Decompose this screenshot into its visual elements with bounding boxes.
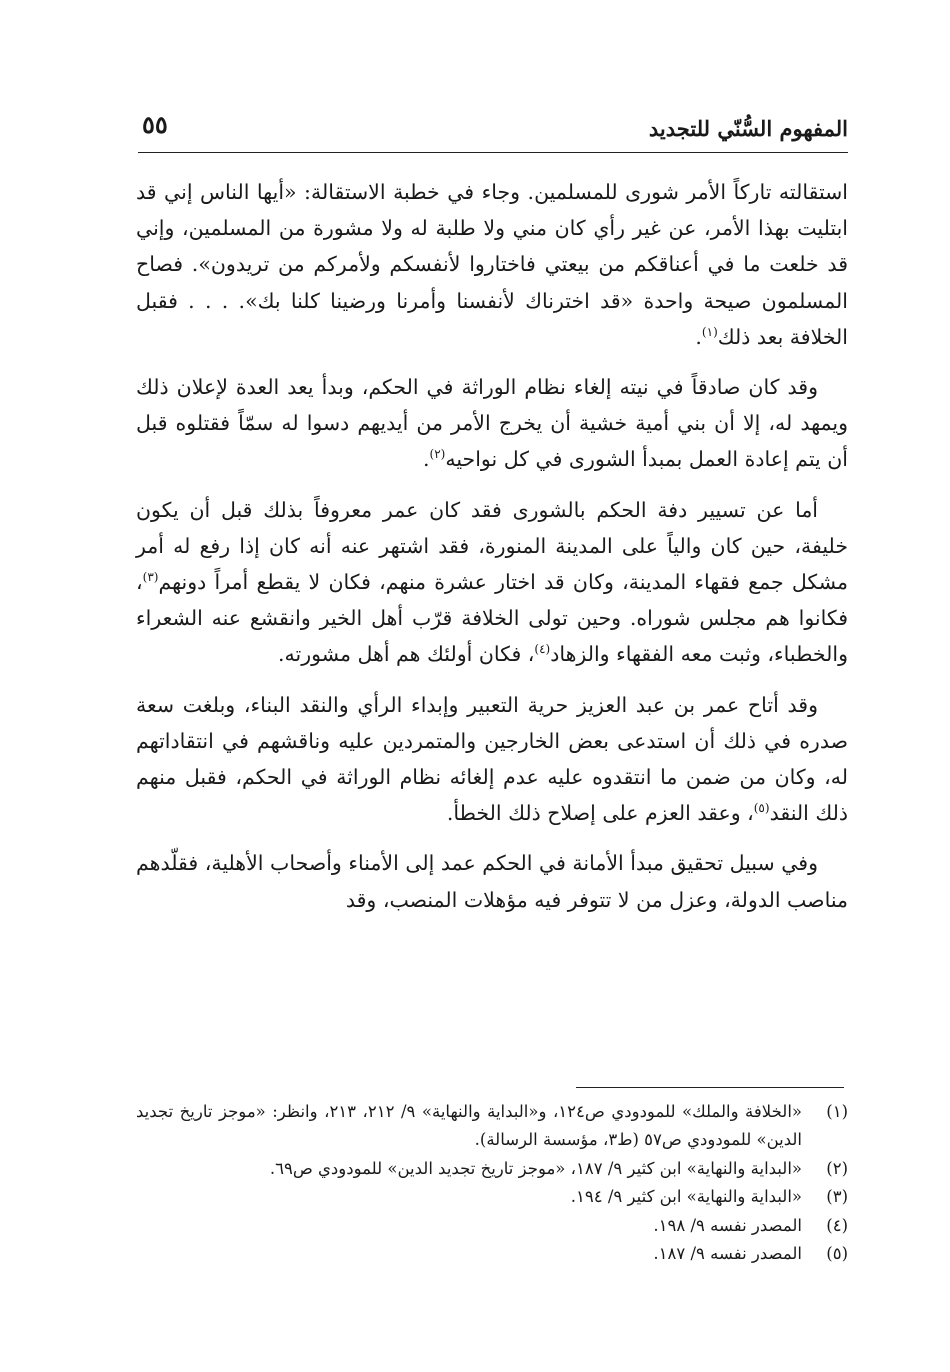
paragraph-text: وفي سبيل تحقيق مبدأ الأمانة في الحكم عمد إلى الأمناء وأصحاب الأهلية، فقلّدهم مناصب الدولة، وعزل من لا تتوفر فيه مؤهلات المنصب، وقد [136, 851, 848, 912]
footnote [136, 1098, 848, 1155]
paragraph-4 [136, 687, 848, 832]
footnote-number: (٥) [826, 1244, 848, 1264]
running-header [138, 108, 848, 153]
paragraph-text: ، وعقد العزم على إصلاح ذلك الخطأ. [446, 801, 754, 826]
footnotes [136, 1098, 848, 1268]
paragraph-text: ، فكان أولئك هم أهل مشورته. [278, 642, 535, 667]
footnote-text: «الخلافة والملك» للمودودي ص١٢٤، و«البداية والنهاية» ٩/ ٢١٢، ٢١٣، وانظر: «موجز تاريخ تجديد الدين» للمودودي ص٥٧ (ط٣، مؤسسة الرسالة). [136, 1102, 802, 1150]
footnote-number: (٤) [826, 1215, 848, 1235]
paragraph-3 [136, 492, 848, 673]
footnote-text: المصدر نفسه ٩/ ١٨٧. [653, 1244, 802, 1264]
footnote-number: (١) [826, 1102, 848, 1121]
paragraph-2 [136, 369, 848, 478]
footnote [136, 1212, 848, 1240]
footnote-text: المصدر نفسه ٩/ ١٩٨. [653, 1215, 802, 1235]
paragraph-text: وقد كان صادقاً في نيته إلغاء نظام الوراثة في الحكم، وبدأ يعد العدة لإعلان ذلك ويمهد له، إلا أن بني أمية خشية أن يخرج الأمر من أيديهم دسوا له سمّاً فقتلوه قبل أن يتم إعادة العمل بمبدأ الشورى في كل نواحيه [136, 375, 848, 472]
paragraph-text: ، فكانوا هم مجلس شوراه. وحين تولى الخلافة قرّب أهل الخير وانقشع عنه الشعراء والخطباء، وثبت معه الفقهاء والزهاد [136, 570, 848, 667]
footnote [136, 1155, 848, 1183]
paragraph-5 [136, 845, 848, 917]
footnote-ref: (٣) [142, 570, 159, 585]
paragraph-text: استقالته تاركاً الأمر شورى للمسلمين. وجاء في خطبة الاستقالة: «أيها الناس إني قد ابتليت بهذا الأمر، عن غير رأي كان مني ولا طلبة له ولا مشورة من المسلمين، وإني قد خلعت ما في أعناقكم من بيعتي فاختاروا لأنفسكم ولأمركم من تريدون». فصاح المسلمون صيحة واحدة «قد اخترناك لأنفسنا وأمرنا ورضينا كلنا بك». . . . فقبل الخلافة بعد ذلك [136, 180, 848, 349]
paragraph-text: أما عن تسيير دفة الحكم بالشورى فقد كان عمر معروفاً بذلك قبل أن يكون خليفة، حين كان والياً على المدينة المنورة، فقد اشتهر عنه أنه كان إذا رفع له أمر مشكل جمع فقهاء المدينة، وكان قد اختار عشرة منهم، فكان لا يقطع أمراً دونهم [136, 497, 848, 595]
footnote [136, 1240, 848, 1268]
footnote-ref: (١) [701, 324, 718, 339]
paragraph-text: . [422, 447, 430, 472]
page-number: ٥٥ [142, 110, 168, 139]
footnote-number: (٣) [826, 1187, 848, 1207]
footnote-text: «البداية والنهاية» ابن كثير ٩/ ١٨٧، «موجز تاريخ تجديد الدين» للمودودي ص٦٩. [269, 1158, 802, 1178]
paragraph-text: وقد أتاح عمر بن عبد العزيز حرية التعبير وإبداء الرأي والنقد البناء، وبلغت سعة صدره في ذلك أن استدعى بعض الخارجين والمتمردين عليه وناقشهم في انتقاداتهم له، وكان من ضمن ما انتقدوه عليه عدم إلغائه نظام الوراثة في الحكم، فقبل منهم ذلك النقد [136, 692, 848, 826]
footnote-ref: (٥) [753, 801, 770, 816]
footnote [136, 1183, 848, 1211]
footnote-text: «البداية والنهاية» ابن كثير ٩/ ١٩٤. [570, 1187, 802, 1207]
footnote-ref: (٤) [534, 642, 551, 657]
footnote-separator [576, 1087, 844, 1088]
body-text [136, 174, 848, 932]
paragraph-text: . [695, 324, 702, 349]
footnote-ref: (٢) [429, 447, 446, 462]
paragraph-1 [136, 174, 848, 355]
footnote-number: (٢) [826, 1158, 848, 1178]
header-title: المفهوم السُّنّي للتجديد [648, 116, 848, 141]
